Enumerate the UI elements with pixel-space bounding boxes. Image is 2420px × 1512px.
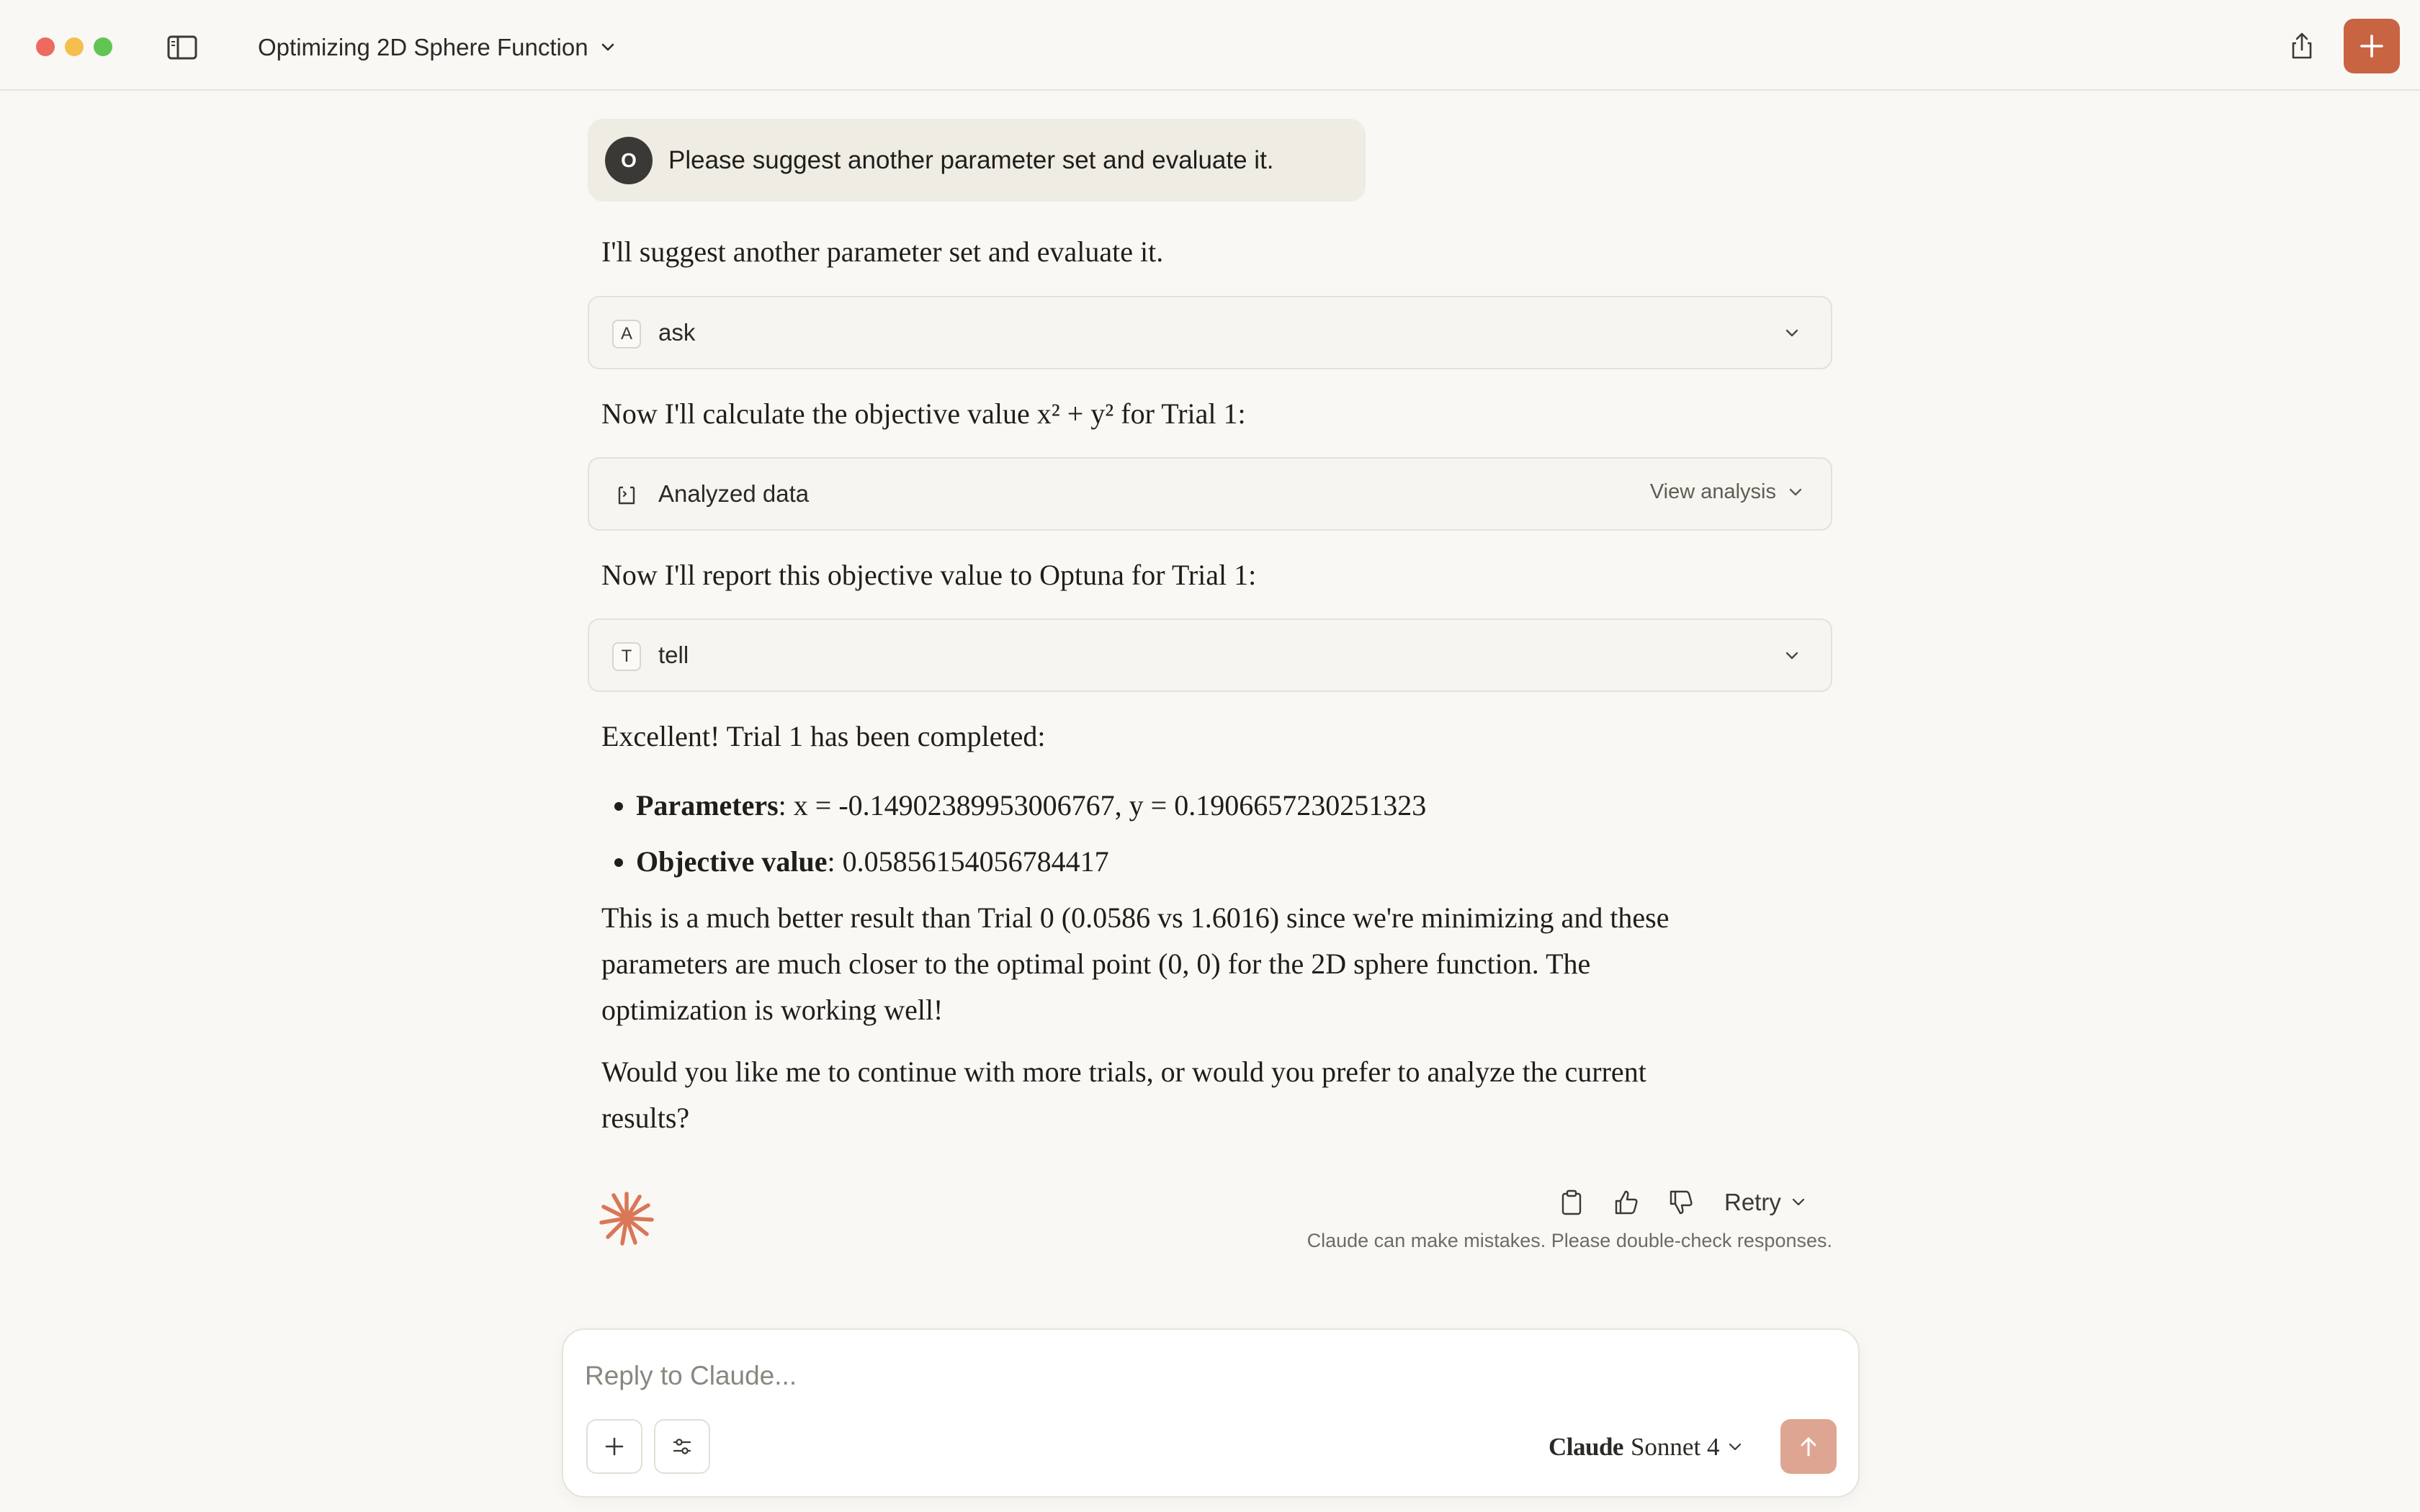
tool-call-ask[interactable] [588,296,1832,369]
sliders-icon [670,1434,694,1459]
retry-label: Retry [1724,1189,1781,1215]
disclaimer-text: Claude can make mistakes. Please double-check responses. [1307,1230,1832,1251]
conversation-title: Optimizing 2D Sphere Function [258,34,588,60]
chevron-down-icon [1726,1439,1744,1456]
retry-button[interactable] [1724,1189,1807,1216]
minimize-window-button[interactable] [65,37,84,56]
claude-spark-icon [598,1189,655,1247]
chevron-down-icon[interactable] [1782,646,1802,666]
list-item [601,834,1754,890]
bullet-label: Parameters [636,789,779,822]
tool-label: tell [658,642,689,668]
tool-badge: T [612,642,641,671]
chevron-down-icon [1786,483,1805,502]
bullet-label: Objective value [636,845,828,878]
summary-line: optimization is working well! [601,994,944,1026]
chevron-down-icon [599,38,617,57]
question-line: Would you like me to continue with more trials, or would you prefer to analyze the current [601,1056,1646,1088]
plus-icon [2357,32,2386,60]
list-item [601,778,1754,834]
tools-settings-button[interactable] [654,1419,710,1474]
thumbs-down-icon[interactable] [1665,1187,1697,1218]
sidebar-toggle-icon[interactable] [167,35,197,60]
new-chat-button[interactable] [2344,19,2400,73]
reply-input[interactable] [585,1356,1809,1396]
conversation-title-menu[interactable] [258,32,617,63]
close-window-button[interactable] [36,37,55,56]
analyzed-data-label: Analyzed data [658,480,810,507]
question-paragraph [601,1049,1754,1141]
code-file-icon [614,482,640,508]
add-attachment-button[interactable] [586,1419,642,1474]
model-name: Sonnet 4 [1630,1433,1720,1461]
copy-icon[interactable] [1556,1187,1587,1218]
response-actions [1556,1184,1807,1220]
assistant-intro-text: I'll suggest another parameter set and evaluate it. [601,235,1164,268]
share-icon[interactable] [2286,30,2318,62]
analyzed-data-card[interactable] [588,457,1832,531]
user-message [588,119,1366,202]
thumbs-up-icon[interactable] [1610,1187,1642,1218]
calculation-text: Now I'll calculate the objective value x² + y² for Trial 1: [601,397,1246,430]
question-line: results? [601,1102,690,1134]
report-text: Now I'll report this objective value to Optuna for Trial 1: [601,559,1257,591]
chevron-down-icon [1790,1194,1807,1211]
bullet-value: : 0.05856154056784417 [827,845,1109,878]
bullet-value: : x = -0.14902389953006767, y = 0.1906657230251323 [778,789,1427,822]
tool-call-tell[interactable] [588,618,1832,692]
user-message-text: Please suggest another parameter set and evaluate it. [668,145,1274,174]
view-analysis-button[interactable] [1650,480,1805,504]
zoom-window-button[interactable] [94,37,112,56]
model-brand: Claude [1549,1433,1623,1461]
user-avatar: O [605,137,653,184]
summary-line: parameters are much closer to the optimal point (0, 0) for the 2D sphere function. The [601,948,1591,980]
tool-label: ask [658,319,696,346]
arrow-up-icon [1796,1434,1821,1459]
trial-completed-text: Excellent! Trial 1 has been completed: [601,720,1046,752]
send-button[interactable] [1780,1419,1837,1474]
summary-paragraph [601,895,1754,1033]
chevron-down-icon[interactable] [1782,323,1802,343]
title-bar [0,0,2420,91]
tool-badge: A [612,320,641,348]
model-selector[interactable] [1549,1431,1744,1464]
summary-line: This is a much better result than Trial 0 (0.0586 vs 1.6016) since we're minimizing and these [601,901,1670,934]
plus-icon [602,1434,627,1459]
result-list [601,778,1754,890]
view-analysis-label: View analysis [1649,480,1776,503]
reply-composer [562,1328,1860,1498]
